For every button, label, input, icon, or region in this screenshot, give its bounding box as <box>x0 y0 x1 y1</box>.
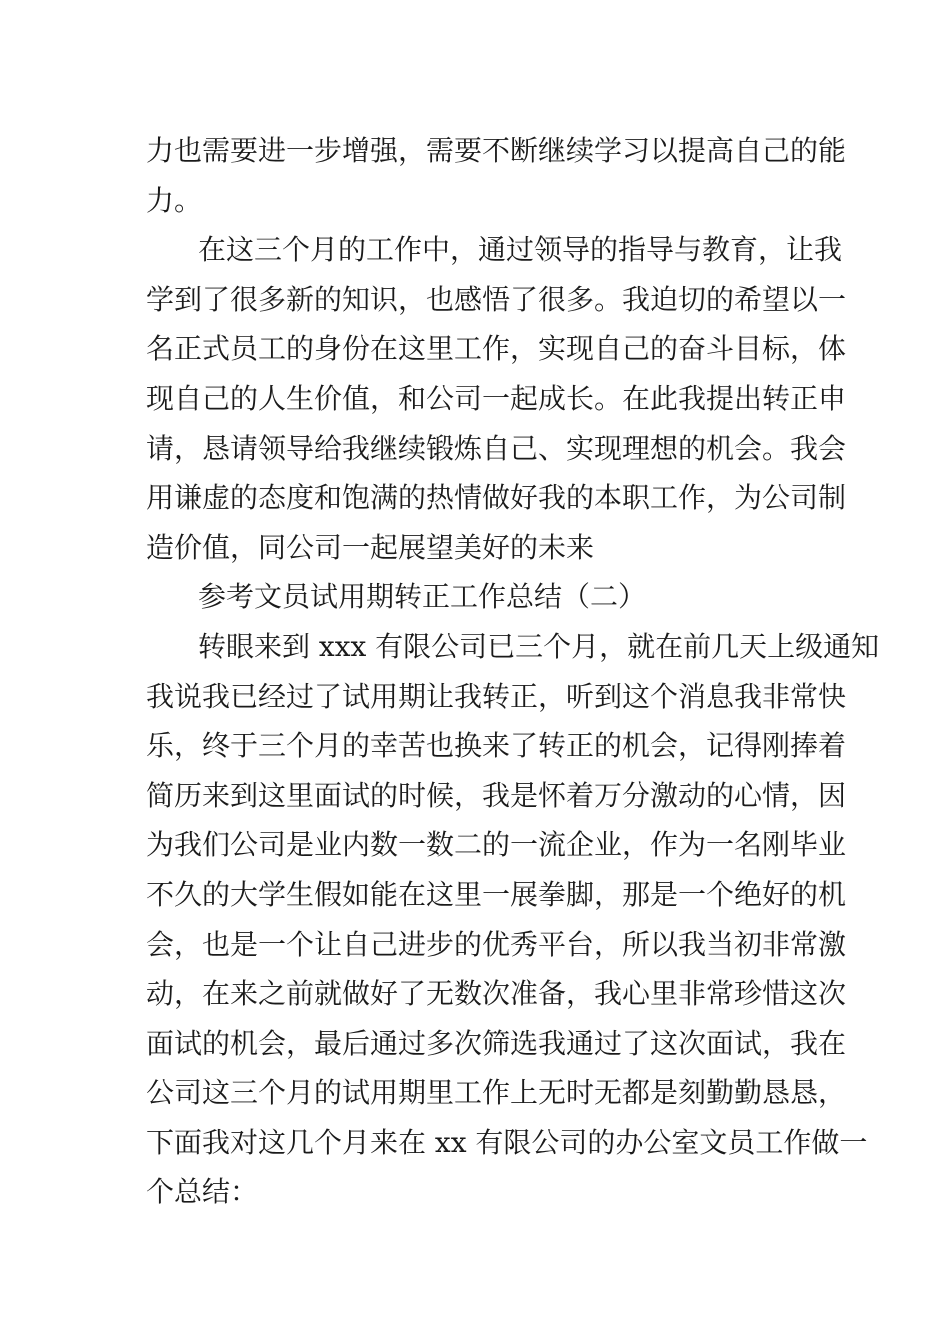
section-heading: 参考文员试用期转正工作总结（二） <box>198 580 647 614</box>
text-line: 我说我已经过了试用期让我转正，听到这个消息我非常快 <box>146 679 847 713</box>
text-line: 学到了很多新的知识，也感悟了很多。我迫切的希望以一 <box>146 282 847 316</box>
text-line: 下面我对这几个月来在 xx 有限公司的办公室文员工作做一 <box>146 1125 868 1159</box>
text-line: 转眼来到 xxx 有限公司已三个月，就在前几天上级通知 <box>198 629 880 663</box>
document-body <box>146 126 880 1217</box>
text-line: 用谦虚的态度和饱满的热情做好我的本职工作，为公司制 <box>146 481 847 515</box>
text-line: 力。 <box>146 183 203 217</box>
text-line: 公司这三个月的试用期里工作上无时无都是刻勤勤恳恳， <box>146 1076 847 1110</box>
text-line: 名正式员工的身份在这里工作，实现自己的奋斗目标，体 <box>146 332 847 366</box>
text-line: 乐，终于三个月的幸苦也换来了转正的机会，记得刚捧着 <box>146 729 847 763</box>
text-line: 动，在来之前就做好了无数次准备，我心里非常珍惜这次 <box>146 977 847 1011</box>
text-line: 造价值，同公司一起展望美好的未来 <box>146 530 595 564</box>
text-line: 请，恳请领导给我继续锻炼自己、实现理想的机会。我会 <box>146 431 847 465</box>
text-line: 会，也是一个让自己进步的优秀平台，所以我当初非常激 <box>146 927 847 961</box>
text-line: 面试的机会，最后通过多次筛选我通过了这次面试，我在 <box>146 1026 847 1060</box>
text-line: 在这三个月的工作中，通过领导的指导与教育，让我 <box>198 233 843 267</box>
text-line: 力也需要进一步增强，需要不断继续学习以提高自己的能 <box>146 134 847 167</box>
text-line: 个总结： <box>146 1175 259 1209</box>
text-line: 现自己的人生价值，和公司一起成长。在此我提出转正申 <box>146 381 847 415</box>
text-line: 简历来到这里面试的时候，我是怀着万分激动的心情，因 <box>146 778 847 812</box>
text-line: 为我们公司是业内数一数二的一流企业，作为一名刚毕业 <box>146 828 847 862</box>
text-line: 不久的大学生假如能在这里一展拳脚，那是一个绝好的机 <box>146 877 847 911</box>
